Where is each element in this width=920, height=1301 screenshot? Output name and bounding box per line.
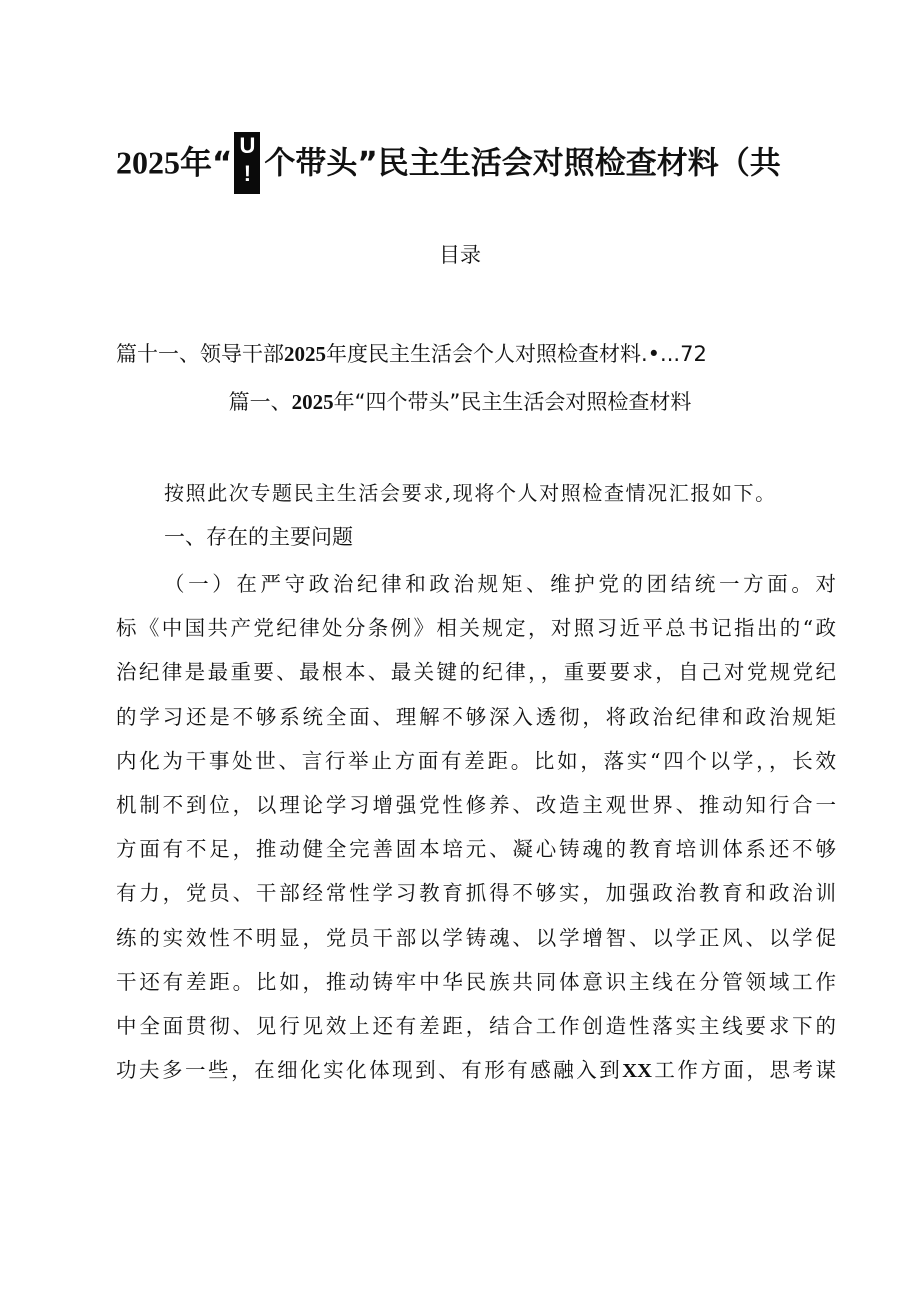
intro-paragraph: 按照此次专题民主生活会要求,现将个人对照检查情况汇报如下。	[164, 481, 777, 505]
title-quote-open: “	[212, 145, 233, 182]
title-year: 2025年	[116, 144, 213, 181]
toc-item[interactable]	[116, 337, 707, 371]
paragraph-last-line	[116, 1048, 836, 1092]
paragraph-line: 治纪律是最重要、最根本、最关键的纪律，，重要要求，自己对党规党纪	[116, 660, 836, 685]
paragraph-line: 练的实效性不明显，党员干部以学铸魂、以学增智、以学正风、以学促	[116, 925, 836, 950]
section-prefix: 篇一、	[228, 390, 292, 414]
toc-item-rest: 年度民主生活会个人对照检查材料.•...72	[326, 342, 707, 366]
toc-item-year: 2025	[284, 342, 326, 366]
paragraph-line: 机制不到位，以理论学习增强党性修养、改造主观世界、推动知行合一	[116, 792, 836, 817]
paragraph-line: 内化为干事处世、言行举止方面有差距。比如，落实“四个以学，，长效	[116, 748, 836, 773]
subheading-main-problems: 一、存在的主要问题	[164, 525, 353, 549]
paragraph-line: 的学习还是不够系统全面、理解不够深入透彻，将政治纪律和政治规矩	[116, 704, 836, 729]
paragraph-line: 标《中国共产党纪律处分条例》相关规定，对照习近平总书记指出的“政	[116, 616, 836, 641]
title-box-char-top: U	[239, 133, 256, 158]
section-title	[0, 385, 920, 419]
paragraph-line: 有力，党员、干部经常性学习教育抓得不够实，加强政治教育和政治训	[116, 881, 836, 906]
last-line-after: 工作方面，思考谋	[651, 1058, 836, 1083]
section-rest: 年“四个带头”民主生活会对照检查材料	[333, 390, 692, 414]
paragraph-line: 方面有不足，推动健全完善固本培元、凝心铸魂的教育培训体系还不够	[116, 837, 836, 862]
title-rest: 个带头”民主生活会对照检查材料（共	[264, 145, 781, 182]
toc-item-prefix: 篇十一、领导干部	[116, 342, 284, 366]
title-box-char-bottom: !	[243, 161, 252, 186]
document-title	[116, 134, 836, 196]
paragraph-line: （一）在严守政治纪律和政治规矩、维护党的团结统一方面。对	[164, 572, 836, 596]
body-paragraph	[116, 562, 836, 1092]
paragraph-line: 中全面贯彻、见行见效上还有差距，结合工作创造性落实主线要求下的	[116, 1013, 836, 1038]
section-year: 2025	[291, 390, 334, 414]
last-line-before: 功夫多一些，在细化实化体现到、有形有感融入到	[116, 1058, 623, 1083]
toc-heading: 目录	[439, 243, 481, 267]
title-obscured-character-box	[234, 132, 260, 194]
last-line-bold-placeholder: XX	[622, 1060, 652, 1083]
paragraph-line: 干还有差距。比如，推动铸牢中华民族共同体意识主线在分管领域工作	[116, 969, 836, 994]
